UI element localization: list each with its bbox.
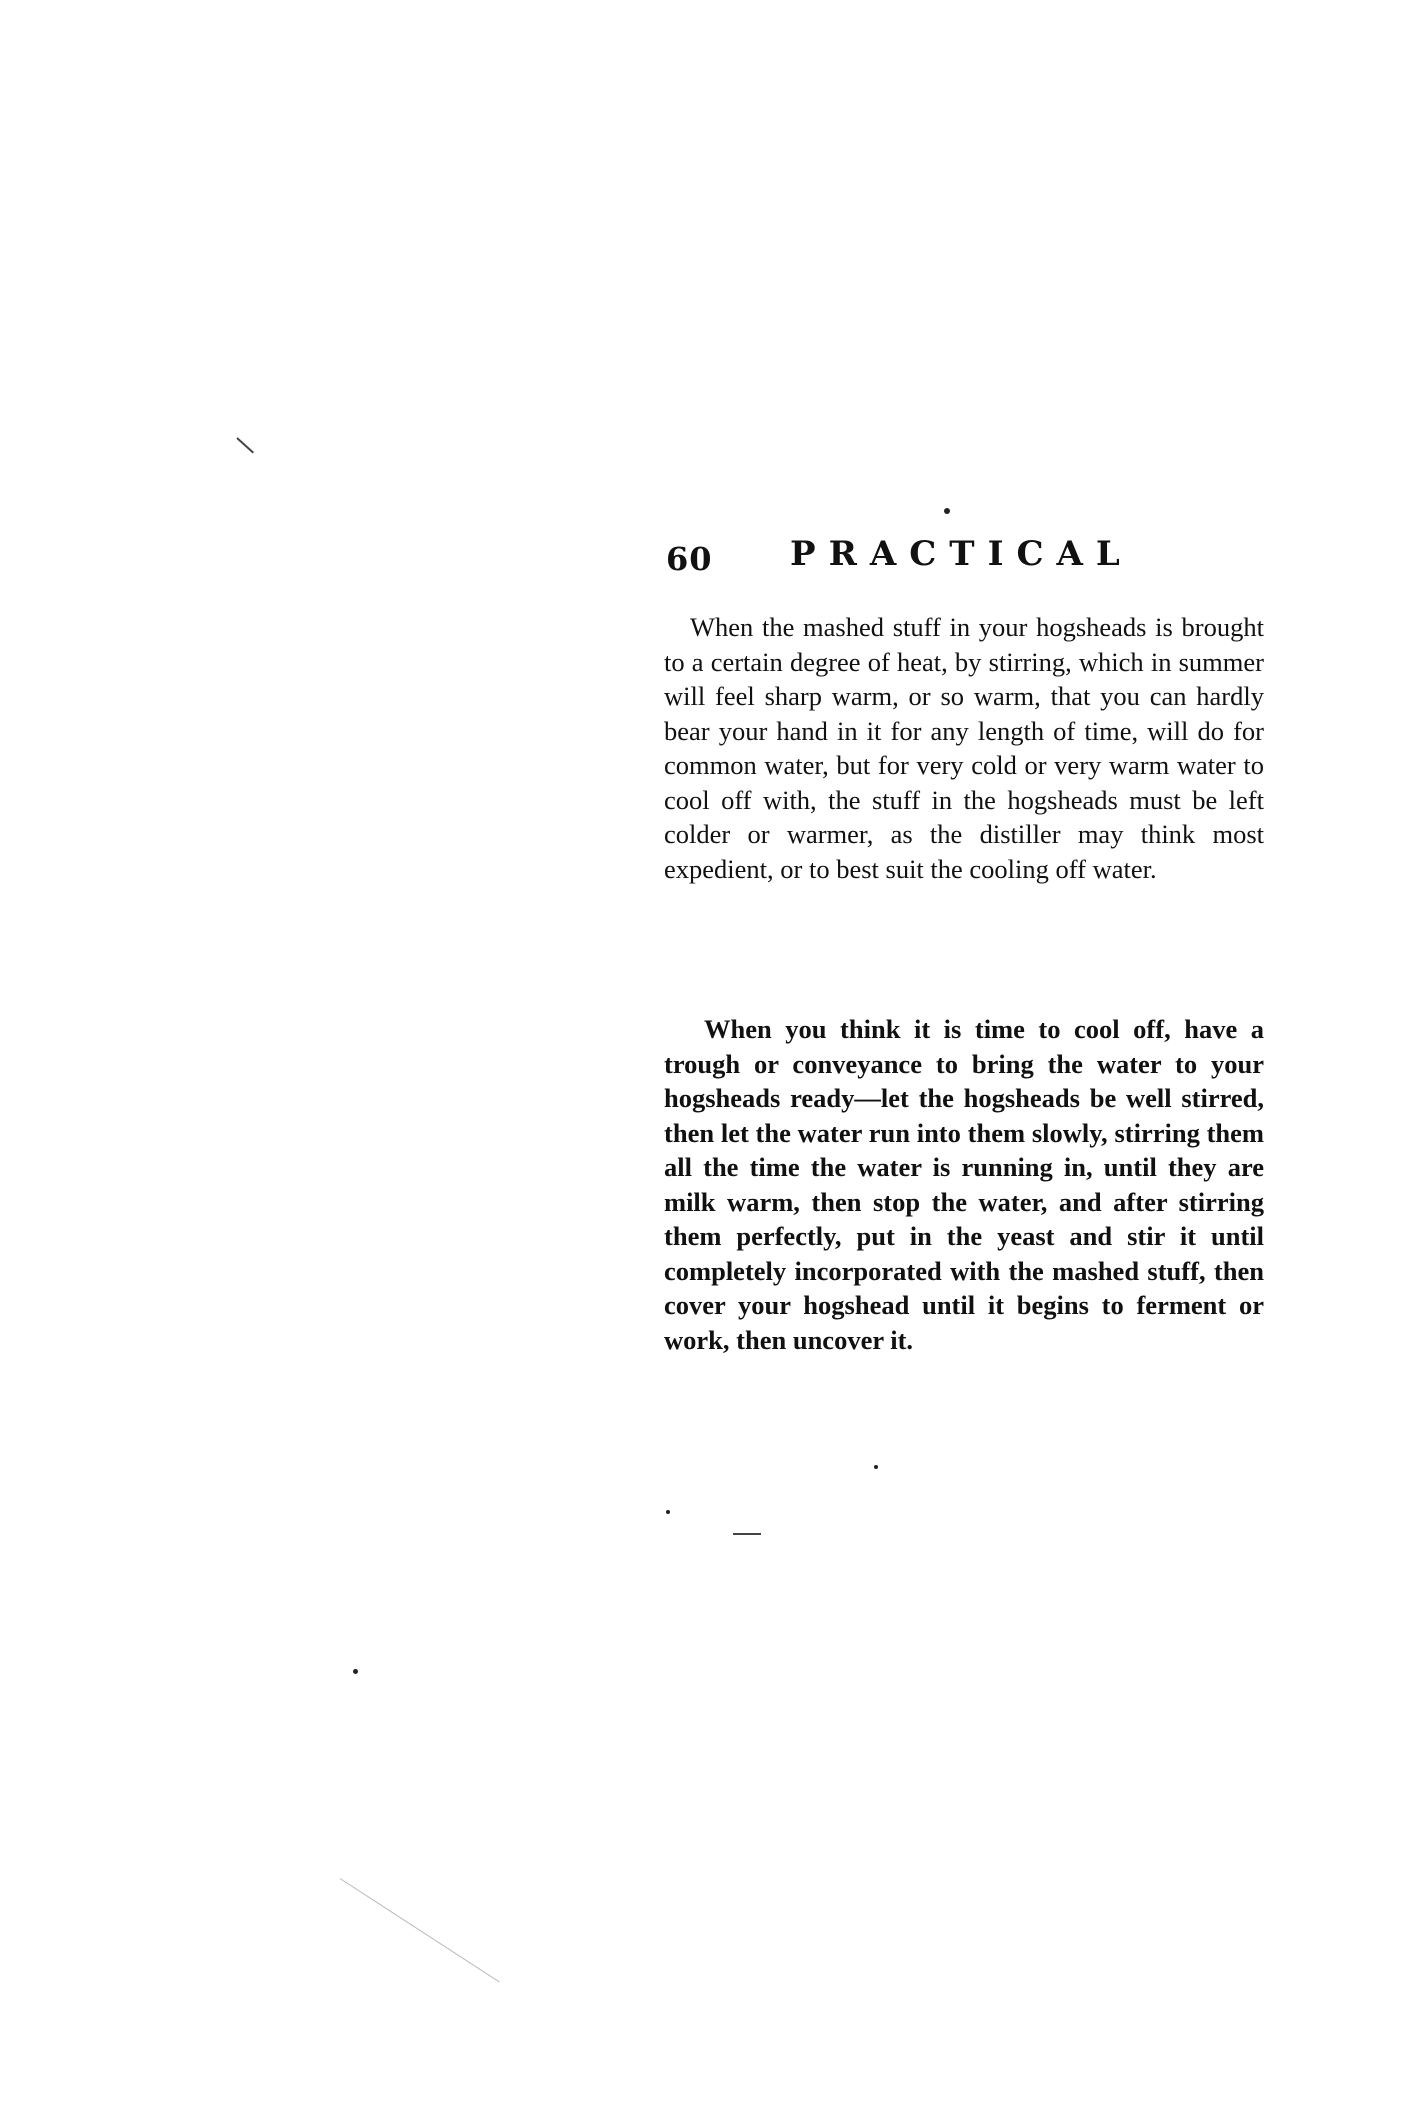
- scan-mark: [733, 1533, 761, 1535]
- paragraph-2: When you think it is time to cool off, have a trough or conveyance to bring the water to your hogsheads ready—let the hogsheads be well stirred, then let the water run into them slowly, stirring them all the time the water is running in, until they are milk warm, then stop the water, and after stirring them perfectly, put in the yeast and stir it until completely incorporated with the mashed stuff, then cover your hogshead until it begins to ferment or work, then uncover it.: [664, 1014, 1264, 1355]
- page-number: 60: [666, 540, 713, 578]
- scan-mark: [340, 1878, 500, 1982]
- scan-speck: [353, 1669, 358, 1674]
- scan-mark: [236, 437, 254, 453]
- running-head-title: PRACTICAL: [790, 534, 1133, 574]
- scan-speck: [944, 508, 950, 514]
- running-head: [666, 534, 1136, 590]
- paragraph-1: When the mashed stuff in your hogsheads is brought to a certain degree of heat, by stirring, which in summer will feel sharp warm, or so warm, that you can hardly bear your hand in it for any length of time, will do for common water, but for very cold or very warm water to cool off with, the stuff in the hogsheads must be left colder or warmer, as the distiller may think most expedient, or to best suit the cooling off water.: [664, 612, 1264, 884]
- scan-speck: [666, 1510, 670, 1514]
- scan-speck: [874, 1465, 878, 1469]
